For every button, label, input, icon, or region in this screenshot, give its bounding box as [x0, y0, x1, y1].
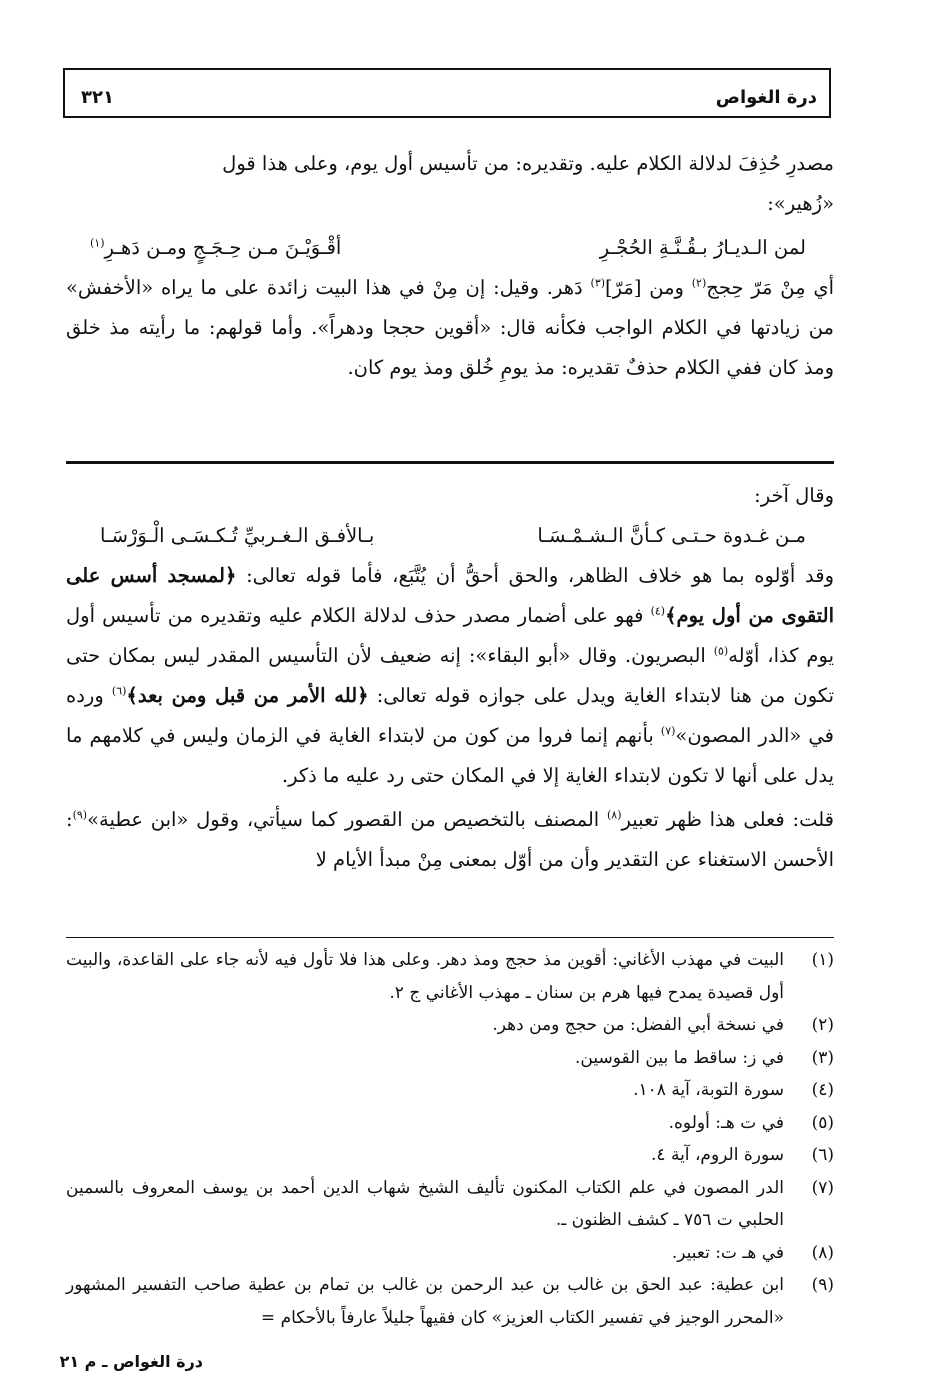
verse-other-poet	[66, 516, 834, 556]
lower-p1-e: بأنهم إنما فروا من كون من لابتداء الغاية في الزمان وليس في كلامهم ما يدل على أنها لا تكون لابتداء الغاية إلا في المكان حتى رد عليه ما ذكر.	[66, 724, 834, 787]
lower-paragraph-2	[66, 800, 834, 880]
verse-left-text: أقْـوَيْـنَ مـن حِـجَـجٍ ومـن دَهـرِ	[104, 236, 342, 259]
quran-quote-1: ﴿لمسجد أسس على التقوى من أول يوم﴾	[66, 564, 834, 627]
footnote-item	[66, 1042, 834, 1075]
lower-p1-b: فهو على أضمار مصدر حذف لدلالة الكلام عليه وتقديره من تأسيس أول يوم كذا، أوّله	[66, 604, 834, 667]
lower-p2-c: : الأحسن الاستغناء عن التقدير وأن من أوّل بمعنى مِنْ مبدأ الأيام لا	[66, 808, 834, 871]
footnote-ref-2: (٢)	[691, 276, 707, 290]
footnote-text: سورة الروم، آية ٤.	[651, 1145, 784, 1165]
lower-p1-d: ورده في «الدر المصون»	[66, 684, 834, 747]
upper-para-c: دَهر. وقيل: إن مِنْ في هذا البيت زائدة على ما يراه «الأخفش» من زيادتها في الكلام الواجب فكأنه قال: «أقوين حججا ودهراً». وأما قولهم: ما رأيته مذ خلق ومذ كان ففي الكلام حذفٌ تقديره: مذ يومِ خُلق ومذ يوم كان.	[66, 276, 834, 379]
footnote-text: البيت في مهذب الأغاني: أقوين مذ حجج ومذ دهر. وعلى هذا فلا تأول فيه لأنه جاء على القاعدة، والبيت أول قصيدة يمدح فيها هرم بن سنان ـ مهذب الأغاني ج ٢.	[66, 950, 784, 1003]
upper-paragraph	[66, 268, 834, 388]
footnote-ref-7: (٧)	[660, 724, 676, 738]
page-signature: درة الغواص ـ م ٢١	[59, 1352, 203, 1371]
footnote-text: في هـ ت: تعبير.	[671, 1242, 784, 1263]
footnote-number: (٤)	[811, 1080, 834, 1100]
footnote-ref-8: (٨)	[606, 808, 622, 822]
footnote-item	[66, 944, 834, 1009]
footnote-number: (٩)	[811, 1275, 834, 1295]
footnote-number: (٣)	[811, 1047, 834, 1068]
footnote-item	[66, 1074, 834, 1107]
lower-section	[66, 476, 834, 880]
verse-zuhair	[66, 228, 834, 268]
footnote-text: ابن عطية: عبد الحق بن غالب بن عبد الرحمن بن غالب بن تمام بن عطية صاحب التفسير المشهور «المحرر الوجيز في تفسير الكتاب العزيز» كان فقيهاً جليلاً عارفاً بالأحكام =	[66, 1275, 784, 1328]
footnote-text: في ز: ساقط ما بين القوسين.	[574, 1047, 784, 1068]
footnote-text: الدر المصون في علم الكتاب المكنون تأليف الشيخ شهاب الدين أحمد بن يوسف المعروف بالسمين الحلبي ت ٧٥٦ ـ كشف الظنون ـ.	[66, 1177, 784, 1230]
lower-p2-b: المصنف بالتخصيص من القصور كما سيأتي، وقول «ابن عطية»	[87, 808, 607, 831]
section-divider	[66, 461, 834, 464]
footnote-number: (٨)	[811, 1242, 834, 1263]
footnote-number: (٦)	[811, 1145, 834, 1165]
upper-line-2: «زُهير»:	[767, 192, 834, 215]
footnote-ref-1: (١)	[90, 236, 105, 250]
upper-line-1: مصدرِ حُذِفَ لدلالة الكلام عليه. وتقديره: من تأسيس أول يوم، وعلى هذا قول	[222, 152, 834, 175]
lower-p1-c: البصريون. وقال «أبو البقاء»: إنه ضعيف لأن التأسيس المقدر ليس بمكان حتى تكون من هنا لابتداء الغاية ويدل على جوازه قوله تعالى:	[66, 644, 835, 707]
footnote-text: سورة التوبة، آية ١٠٨.	[633, 1080, 784, 1100]
quran-quote-2: ﴿لله الأمر من قبل ومن بعد﴾	[126, 684, 369, 707]
lower-intro: وقال آخر:	[754, 484, 834, 507]
verse-hemistich-left: بـالأفـق الـغـربيِّ تُـكـسَـى الْـوَرْسَـا	[100, 524, 375, 547]
lower-p1-a: وقد أوّلوه بما هو خلاف الظاهر، والحق أحقُّ أن يُتَّبَع، فأما قوله تعالى:	[236, 564, 834, 587]
footnote-item	[66, 1009, 834, 1042]
footnote-item	[66, 1237, 834, 1270]
footnote-ref-9: (٩)	[72, 808, 88, 822]
footnote-number: (٢)	[811, 1015, 834, 1035]
footnote-ref-5: (٥)	[713, 644, 729, 658]
footnote-number: (٧)	[811, 1177, 834, 1198]
footnote-ref-6: (٦)	[111, 684, 127, 698]
footnote-text: في ت هـ: أولوه.	[668, 1112, 784, 1133]
footnote-item	[66, 1172, 834, 1237]
footnote-number: (١)	[811, 950, 834, 970]
footnote-number: (٥)	[811, 1112, 834, 1133]
footnotes	[66, 944, 834, 1334]
upper-para-a: أي مِنْ مَرّ حِجج	[706, 276, 835, 299]
verse-hemistich-right: مـن غـدوة حـتـى كـأنَّ الـشـمْـسَـا	[537, 524, 806, 547]
header-title: درة الغواص	[715, 87, 817, 108]
upper-para-b: ومن [مَرّ]	[605, 276, 692, 299]
footnote-text: في نسخة أبي الفضل: من حجج ومن دهر.	[492, 1015, 784, 1035]
footnote-item	[66, 1139, 834, 1172]
verse-hemistich-right: لمن الـديـارُ بـقُـنَّـةِ الحُجْـرِ	[599, 236, 806, 259]
page-number: ٣٢١	[81, 87, 114, 108]
footnote-item	[66, 1107, 834, 1140]
footnote-ref-4: (٤)	[650, 604, 666, 618]
upper-section	[66, 144, 834, 388]
lower-p2-a: قلت: فعلى هذا ظهر تعبير	[621, 808, 834, 831]
lower-paragraph-1	[66, 556, 834, 796]
running-header	[63, 68, 831, 118]
footnote-rule	[66, 937, 834, 938]
footnote-ref-3: (٣)	[590, 276, 606, 290]
verse-hemistich-left	[90, 228, 341, 268]
footnote-item	[66, 1269, 834, 1334]
